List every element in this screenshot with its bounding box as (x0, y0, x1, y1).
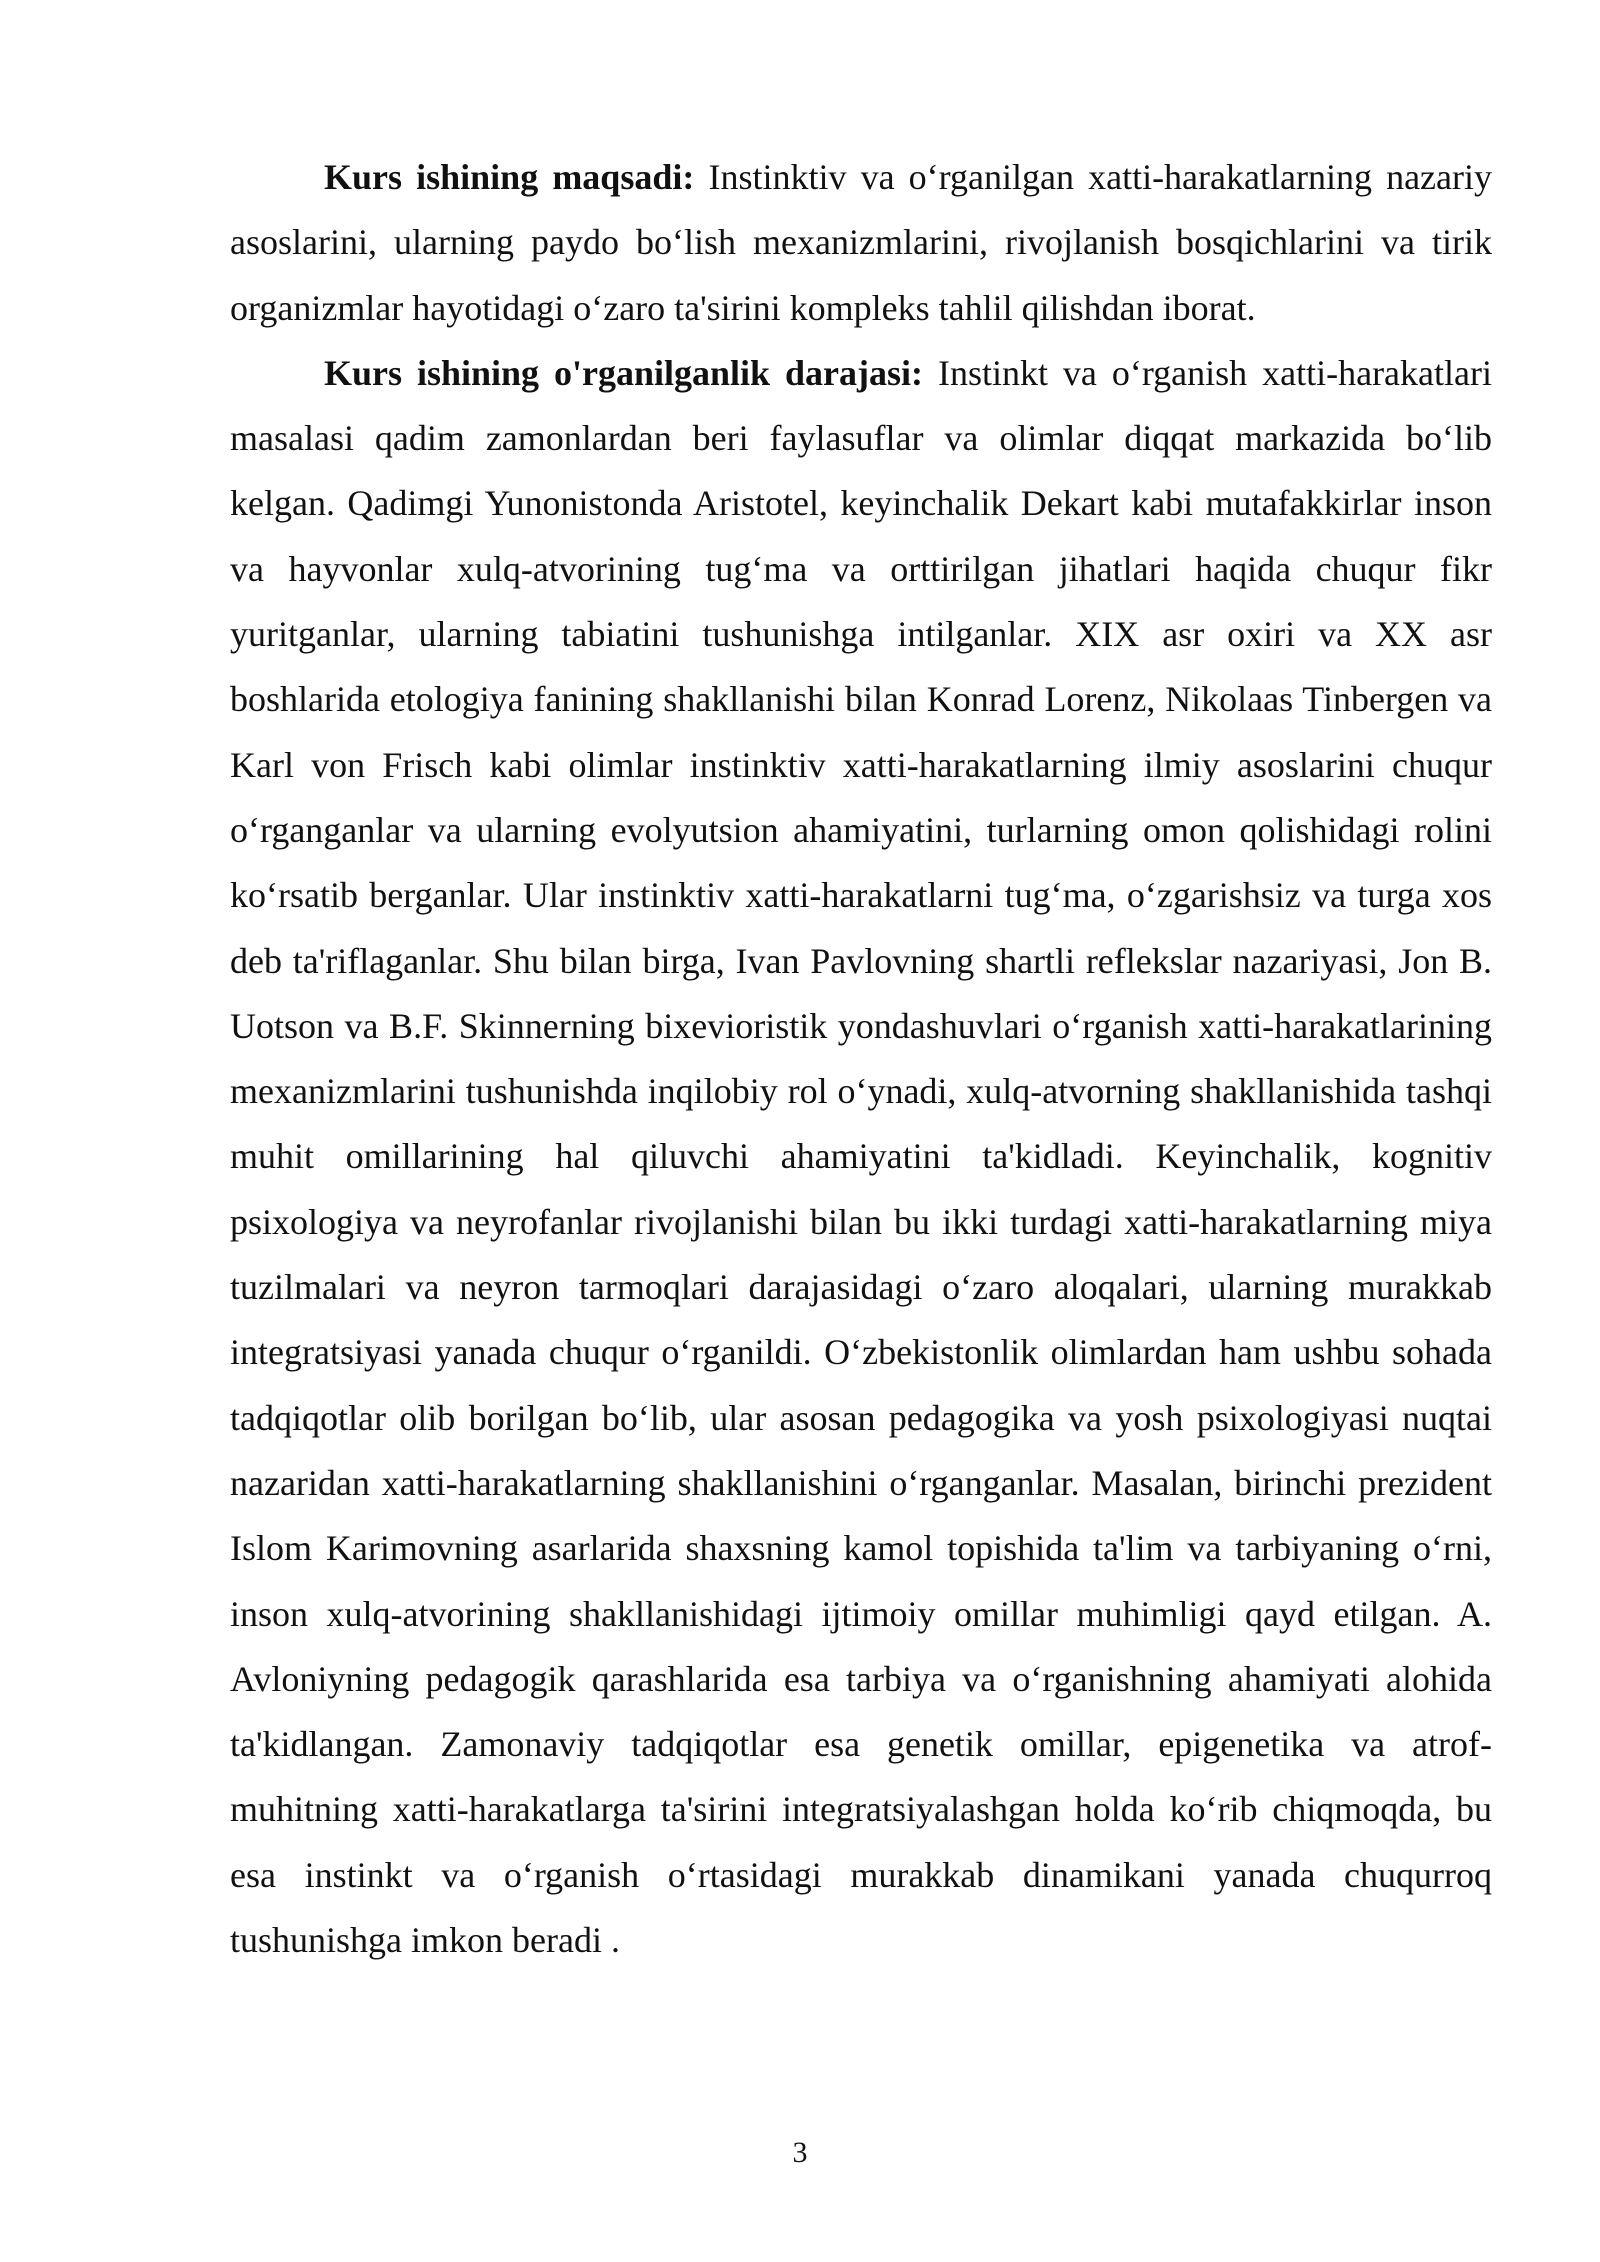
paragraph-research-degree (230, 341, 1492, 1973)
page-number: 3 (792, 2136, 808, 2169)
paragraph-goal-text: Instinktiv va o‘rganilgan xatti-harakatlarning nazariy asoslarini, ularning paydo bo‘lish mexanizmlarini, rivojlanish bosqichlarini va tirik organizmlar hayotidagi o‘zaro ta'sirini kompleks tahlil qilishdan iborat. (230, 157, 1492, 328)
paragraph-goal-heading: Kurs ishining maqsadi: (324, 157, 695, 197)
paragraph-research-degree-text: Instinkt va o‘rganish xatti-harakatlari masalasi qadim zamonlardan beri faylasuflar va olimlar diqqat markazida bo‘lib kelgan. Qadimgi Yunonistonda Aristotel, keyinchalik Dekart kabi mutafakkirlar inson va hayvonlar xulq-atvorining tug‘ma va orttirilgan jihatlari haqida chuqur fikr yuritganlar, ularning tabiatini tushunishga intilganlar. XIX asr oxiri va XX asr boshlarida etologiya fanining shakllanishi bilan Konrad Lorenz, Nikolaas Tinbergen va Karl von Frisch kabi olimlar instinktiv xatti-harakatlarning ilmiy asoslarini chuqur o‘rganganlar va ularning evolyutsion ahamiyatini, turlarning omon qolishidagi rolini ko‘rsatib berganlar. Ular instinktiv xatti-harakatlarni tug‘ma, o‘zgarishsiz va turga xos deb ta'riflaganlar. Shu bilan birga, Ivan Pavlovning shartli reflekslar nazariyasi, Jon B. Uotson va B.F. Skinnerning bixevioristik yondashuvlari o‘rganish xatti-harakatlarining mexanizmlarini tushunishda inqilobiy rol o‘ynadi, xulq-atvorning shakllanishida tashqi muhit omillarining hal qiluvchi ahamiyatini ta'kidladi. Keyinchalik, kognitiv psixologiya va neyrofanlar rivojlanishi bilan bu ikki turdagi xatti-harakatlarning miya tuzilmalari va neyron tarmoqlari darajasidagi o‘zaro aloqalari, ularning murakkab integratsiyasi yanada chuqur o‘rganildi. O‘zbekistonlik olimlardan ham ushbu sohada tadqiqotlar olib borilgan bo‘lib, ular asosan pedagogika va yosh psixologiyasi nuqtai nazaridan xatti-harakatlarning shakllanishini o‘rganganlar. Masalan, birinchi prezident Islom Karimovning asarlarida shaxsning kamol topishida ta'lim va tarbiyaning o‘rni, inson xulq-atvorining shakllanishidagi ijtimoiy omillar muhimligi qayd etilgan. A. Avloniyning pedagogik qarashlarida esa tarbiya va o‘rganishning ahamiyati alohida ta'kidlangan. Zamonaviy tadqiqotlar esa genetik omillar, epigenetika va atrof-muhitning xatti-harakatlarga ta'sirini integratsiyalashgan holda ko‘rib chiqmoqda, bu esa instinkt va o‘rganish o‘rtasidagi murakkab dinamikani yanada chuqurroq tushunishga imkon beradi . (230, 352, 1492, 1961)
paragraph-research-degree-heading: Kurs ishining o'rganilganlik darajasi: (324, 352, 923, 393)
document-body (230, 145, 1492, 1973)
paragraph-goal (230, 145, 1492, 341)
